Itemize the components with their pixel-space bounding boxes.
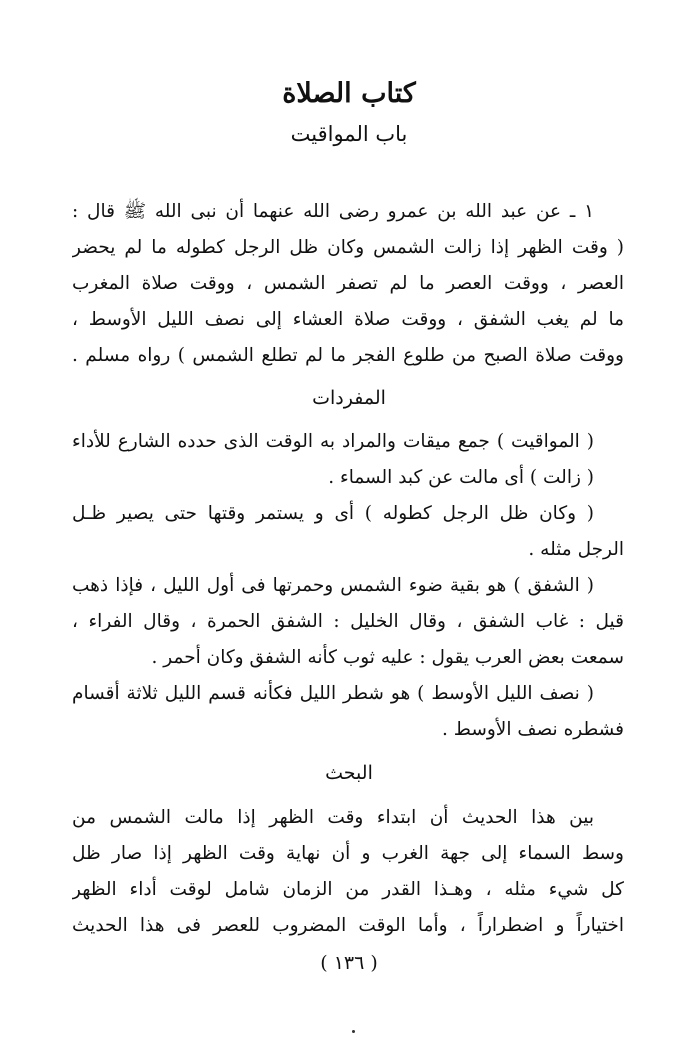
text-line: ( الشفق ) هو بقية ضوء الشمس وحمرتها فى أول الليل ، فإذا ذهب — [72, 575, 594, 596]
text-line: كل شيء مثله ، وهـذا القدر من الزمان شامل لوقت أداء الظهر — [72, 879, 624, 900]
text-line: ( نصف الليل الأوسط ) هو شطر الليل فكأنه قسم الليل ثلاثة أقسام — [72, 683, 594, 704]
text-line: ( زالت ) أى مالت عن كبد السماء . — [328, 467, 594, 488]
text-line: سمعت بعض العرب يقول : عليه ثوب كأنه الشفق وكان أحمر . — [151, 647, 624, 668]
discussion-heading: البحث — [325, 762, 373, 784]
text-line: وسط السماء إلى جهة الغرب و أن نهاية وقت الظهر إذا صار ظل — [72, 843, 624, 864]
page-number: ( ١٣٦ ) — [320, 952, 378, 974]
text-line: بين هذا الحديث أن ابتداء وقت الظهر إذا مالت الشمس من — [72, 807, 594, 828]
text-line: فشطره نصف الأوسط . — [442, 719, 624, 740]
section-title: باب المواقيت — [290, 122, 408, 146]
print-speck — [352, 1030, 355, 1033]
text-line: ( وكان ظل الرجل كطوله ) أى و يستمر وقتها حتى يصير ظـل — [72, 503, 594, 524]
text-line: ( وقت الظهر إذا زالت الشمس وكان ظل الرجل كطوله ما لم يحضر — [72, 237, 624, 258]
text-line: اختياراً و اضطراراً ، وأما الوقت المضروب للعصر فى هذا الحديث — [72, 915, 624, 936]
vocabulary-heading: المفردات — [312, 387, 386, 409]
vocabulary-text — [72, 424, 624, 748]
text-line: ووقت صلاة الصبح من طلوع الفجر ما لم تطلع الشمس ) رواه مسلم . — [72, 345, 624, 366]
text-line: ( المواقيت ) جمع ميقات والمراد به الوقت الذى حدده الشارع للأداء — [72, 431, 594, 452]
text-line: الرجل مثله . — [528, 539, 624, 560]
text-line: ما لم يغب الشفق ، ووقت صلاة العشاء إلى نصف الليل الأوسط ، — [72, 309, 624, 330]
hadith-text — [72, 194, 624, 374]
text-line: العصر ، ووقت العصر ما لم تصفر الشمس ، ووقت صلاة المغرب — [72, 273, 624, 294]
text-line: قيل : غاب الشفق ، وقال الخليل : الشفق الحمرة ، وقال الفراء ، — [72, 611, 624, 632]
chapter-title: كتاب الصلاة — [282, 78, 416, 109]
text-line: ١ ـ عن عبد الله بن عمرو رضى الله عنهما أن نبى الله ﷺ قال : — [72, 201, 594, 222]
discussion-text — [72, 800, 624, 944]
